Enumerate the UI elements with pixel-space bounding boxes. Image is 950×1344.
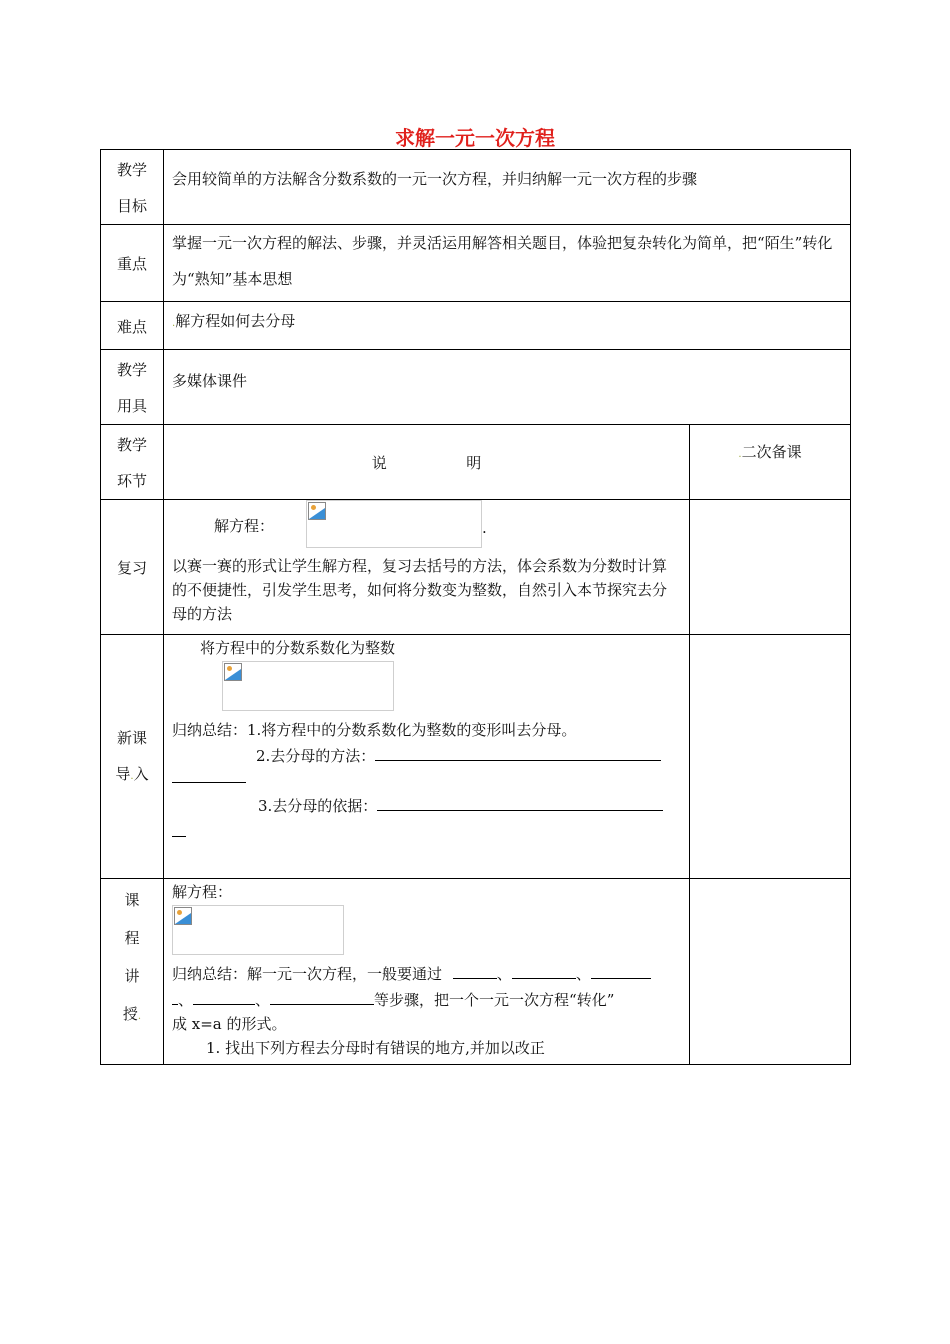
review-prompt: 解方程：: [214, 517, 275, 535]
row-goal: [101, 150, 851, 225]
page-title: 求解一元一次方程: [395, 126, 555, 150]
review-trailing: .: [482, 519, 487, 537]
label-intro-char-a: 导: [115, 765, 131, 783]
review-text: 以赛一赛的形式让学生解方程，复习去括号的方法，体会系数为分数时计算的不便捷性，引发学生思考，如何将分数变为整数，自然引入本节探究去分母的方法: [172, 557, 668, 623]
bullet-dot: .: [738, 449, 742, 460]
intro-equation-image: [222, 661, 394, 711]
row-lecture: [101, 879, 851, 1065]
row-tools: [101, 350, 851, 425]
lecture-summary-a: 归纳总结：解一元一次方程，一般要通过: [172, 965, 443, 983]
lecture-summary-c: 成 x=a 的形式。: [172, 1015, 287, 1033]
section-explain-b: 明: [466, 453, 482, 472]
label-lecture-char-3: 讲: [124, 967, 140, 985]
step-blank-1: [453, 962, 497, 979]
label-tools-line2: 用具: [116, 397, 147, 415]
intro-line1: 将方程中的分数系数化为整数: [200, 639, 396, 657]
lecture-item1: 1. 找出下列方程去分母时有错误的地方,并加以改正: [206, 1039, 545, 1057]
intro-summary3-cont: [172, 819, 186, 845]
review-equation-image: [306, 500, 482, 548]
bullet-dot: .: [172, 318, 176, 329]
key-text: 掌握一元一次方程的解法、步骤，并灵活运用解答相关题目，体验把复杂转化为简单，把“陌生”转化为“熟知”基本思想: [164, 225, 851, 302]
intro-summary2-cont: [172, 765, 246, 791]
row-review: [101, 500, 851, 635]
lecture-notes: [690, 879, 851, 1065]
difficulty-cell: [164, 302, 851, 350]
label-review: 复习: [101, 500, 164, 635]
step-blank-2: [512, 962, 576, 979]
second-prep-label: 二次备课: [741, 443, 802, 461]
method-blank-cont: [172, 766, 246, 783]
basis-blank-cont: [172, 820, 186, 837]
review-cell: [164, 500, 690, 635]
label-lecture-char-4: [101, 995, 163, 1036]
label-intro-char-b: 入: [133, 765, 149, 783]
difficulty-text: 解方程如何去分母: [175, 312, 296, 330]
row-section-header: [101, 425, 851, 500]
broken-image-icon: [308, 502, 326, 520]
intro-summary3-text: 3.去分母的依据：: [258, 797, 378, 815]
label-lecture-char-4-text: 授: [122, 1005, 138, 1023]
label-lecture-char-1: 课: [124, 891, 140, 909]
intro-summary2: [256, 743, 661, 769]
label-key: 重点: [101, 225, 164, 302]
label-goal-line2: 目标: [116, 197, 147, 215]
intro-notes: [690, 635, 851, 879]
broken-image-icon: [224, 663, 242, 681]
section-explain-header: [164, 425, 690, 500]
bullet-dot: .: [137, 1011, 142, 1022]
sep-4: 、: [255, 991, 271, 1009]
bullet-dot: .: [130, 771, 134, 782]
second-prep-header: [690, 425, 851, 500]
label-intro-line2: [101, 756, 163, 795]
intro-summary2-text: 2.去分母的方法：: [256, 747, 376, 765]
goal-text: 会用较简单的方法解含分数系数的一元一次方程，并归纳解一元一次方程的步骤: [164, 150, 851, 225]
intro-summary3: [258, 793, 663, 819]
label-lecture: [101, 879, 164, 1065]
label-intro: [101, 635, 164, 879]
row-difficulty: [101, 302, 851, 350]
step-blank-4: [193, 988, 255, 1005]
intro-summary1: 归纳总结：1.将方程中的分数系数化为整数的变形叫去分母。: [172, 721, 577, 739]
step-blank-3: [591, 962, 651, 979]
review-notes: [690, 500, 851, 635]
label-section: [101, 425, 164, 500]
intro-cell: [164, 635, 690, 879]
label-section-line2: 环节: [116, 472, 147, 490]
row-key: [101, 225, 851, 302]
step-blank-5: [270, 988, 374, 1005]
lecture-prompt: 解方程：: [172, 883, 233, 901]
review-equation-line: [172, 504, 681, 554]
basis-blank: [377, 794, 663, 811]
label-difficulty: 难点: [101, 302, 164, 350]
lecture-equation-image: [172, 905, 344, 955]
label-goal-line1: 教学: [116, 161, 147, 179]
label-lecture-char-2: 程: [124, 929, 140, 947]
lecture-summary-b: 等步骤，把一个一元一次方程“转化”: [374, 991, 615, 1009]
sep-3: 、: [178, 991, 194, 1009]
lecture-summary-line1: [172, 961, 651, 987]
section-explain-a: 说: [371, 453, 387, 472]
row-intro: [101, 635, 851, 879]
label-tools: [101, 350, 164, 425]
broken-image-icon: [174, 907, 192, 925]
method-blank: [375, 744, 661, 761]
label-goal: [101, 150, 164, 225]
label-section-line1: 教学: [116, 436, 147, 454]
label-tools-line1: 教学: [116, 361, 147, 379]
sep-1: 、: [496, 965, 512, 983]
tools-text: 多媒体课件: [164, 350, 851, 425]
lecture-summary-line2: [172, 987, 614, 1013]
sep-2: 、: [575, 965, 591, 983]
lesson-plan-table: [100, 149, 851, 1065]
label-intro-line1: 新课: [116, 729, 147, 747]
lecture-cell: [164, 879, 690, 1065]
